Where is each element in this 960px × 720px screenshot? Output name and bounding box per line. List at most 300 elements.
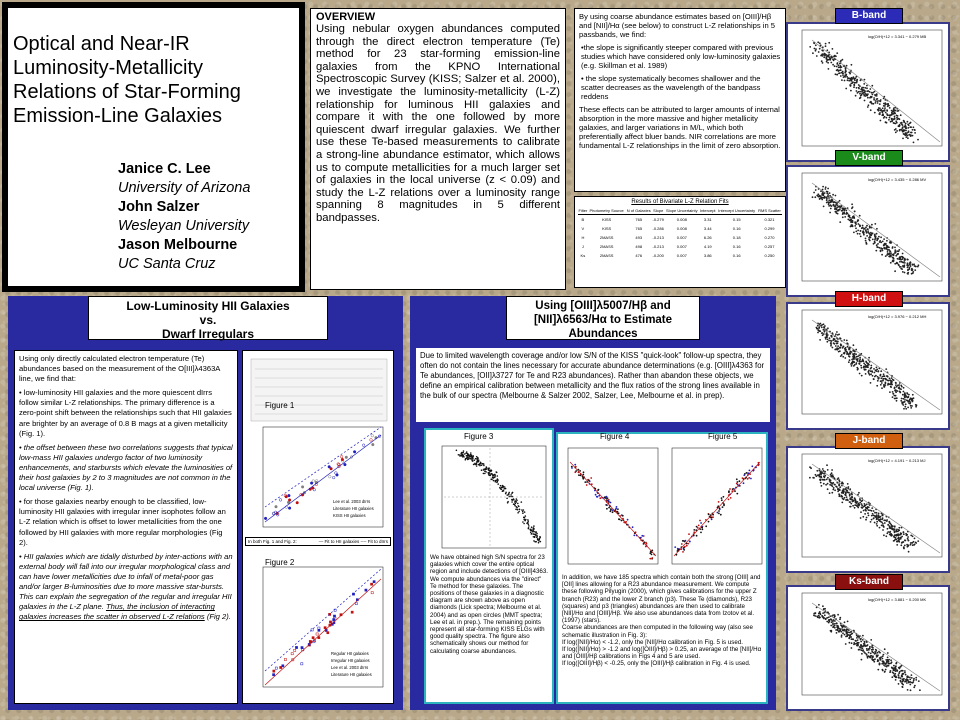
data-point — [873, 97, 875, 99]
data-point — [528, 524, 530, 526]
table-cell: 2MASS — [599, 244, 614, 249]
data-point — [859, 360, 861, 362]
data-point — [891, 118, 893, 120]
data-point — [832, 48, 834, 50]
data-point — [518, 506, 520, 508]
data-point — [824, 325, 826, 327]
data-point — [880, 377, 882, 379]
data-point — [610, 502, 612, 504]
data-point — [819, 339, 821, 341]
data-point — [849, 217, 851, 219]
data-point — [886, 245, 888, 247]
data-point — [826, 49, 828, 51]
list-item: •the slope is significantly steeper compared with previous studies which have considered only low-luminosity galaxies (e.g. Skillman et al. 1989) — [581, 43, 781, 70]
data-point — [817, 332, 819, 334]
column-header: Intercept Uncertainty — [718, 208, 756, 213]
data-point — [519, 509, 521, 511]
data-point — [825, 338, 827, 340]
data-point — [862, 89, 864, 91]
data-point — [836, 52, 838, 54]
data-point — [816, 195, 818, 197]
data-point — [898, 249, 900, 251]
data-point — [536, 536, 538, 538]
data-point — [470, 452, 472, 454]
data-point — [531, 526, 533, 528]
data-point — [893, 259, 895, 261]
data-point — [910, 407, 912, 409]
data-point — [864, 368, 866, 370]
data-point — [483, 473, 485, 475]
data-point — [875, 100, 877, 102]
data-point — [891, 382, 893, 384]
data-point — [530, 529, 532, 531]
data-point — [903, 533, 905, 535]
data-point — [813, 192, 815, 194]
data-point — [909, 264, 911, 266]
data-point — [839, 618, 841, 620]
band-scatter-plot — [788, 448, 948, 571]
author-institution: Wesleyan University — [118, 218, 250, 234]
data-point — [877, 243, 879, 245]
data-point — [301, 647, 303, 649]
figure-label: Figure 3 — [464, 432, 494, 441]
data-point — [870, 382, 872, 384]
data-point — [718, 501, 720, 503]
data-point — [487, 472, 489, 474]
data-point — [848, 638, 850, 640]
data-point — [818, 327, 820, 329]
data-point — [534, 537, 536, 539]
data-point — [855, 223, 857, 225]
data-point — [870, 365, 872, 367]
data-point — [472, 458, 474, 460]
data-point — [845, 643, 847, 645]
data-point — [880, 250, 882, 252]
data-point — [902, 684, 904, 686]
data-point — [857, 639, 859, 641]
data-point — [855, 363, 857, 365]
data-point — [906, 132, 908, 134]
data-point — [860, 644, 862, 646]
data-point — [597, 489, 599, 491]
data-point — [473, 464, 475, 466]
data-point — [842, 213, 844, 215]
data-point — [730, 497, 732, 499]
data-point — [295, 646, 297, 648]
findings-panel — [574, 8, 786, 192]
data-point — [533, 540, 535, 542]
data-point — [882, 529, 884, 531]
data-point — [855, 95, 857, 97]
data-point — [861, 367, 863, 369]
data-point — [851, 359, 853, 361]
data-point — [578, 474, 580, 476]
data-point — [860, 97, 862, 99]
data-point — [723, 503, 725, 505]
table-cell: 3.44 — [703, 226, 712, 231]
data-point — [742, 477, 744, 479]
data-point — [586, 484, 588, 486]
data-point — [886, 520, 888, 522]
overview-text: Using nebular oxygen abundances computed through the direct electron temperature (Te) method for 23 star-forming emission-line galaxies from the KPNO International Spectroscopic Survey (KISS; Salzer et al. 2000), we investigate the luminosity-metallicity (L-Z) relationship for luminous HII galaxies and compare it with the one followed by more quiescent dwarf irregular galaxies. We further use these Te-based measurements to calibrate a strong-line abundance estimator, which allows us to compute metallicities for a much larger set of galaxies in the local universe (z < 0.09) and study the L-Z relations over a luminosity range spanning 8 magnitudes in 5 different bandpasses. — [316, 23, 560, 224]
overview-heading: OVERVIEW — [316, 11, 376, 23]
data-point — [853, 84, 855, 86]
legend-entry: Literature HII galaxies — [333, 506, 374, 511]
data-point — [887, 657, 889, 659]
low-luminosity-section — [8, 296, 403, 710]
data-point — [312, 637, 314, 639]
data-point — [743, 474, 745, 476]
data-point — [340, 455, 343, 458]
data-point — [871, 371, 873, 373]
data-point — [612, 511, 614, 513]
data-point — [825, 43, 827, 45]
data-point — [537, 538, 539, 540]
data-point — [881, 382, 883, 384]
data-point — [883, 526, 885, 528]
data-point — [867, 228, 869, 230]
data-point — [910, 542, 912, 544]
data-point — [867, 644, 869, 646]
data-point — [456, 450, 458, 452]
figure-3-plot — [430, 442, 550, 552]
table-cell: B — [581, 217, 585, 222]
data-point — [883, 534, 885, 536]
data-point — [838, 631, 840, 633]
data-point — [607, 497, 609, 499]
data-point — [896, 662, 898, 664]
data-point — [830, 625, 832, 627]
data-point — [830, 482, 832, 484]
data-point — [296, 501, 299, 504]
data-point — [845, 210, 847, 212]
data-point — [459, 455, 461, 457]
data-point — [905, 134, 907, 136]
data-point — [836, 63, 838, 65]
data-point — [895, 128, 897, 130]
data-point — [907, 396, 909, 398]
data-point — [894, 116, 896, 118]
column-header: N of Galaxies — [626, 208, 651, 213]
data-point — [873, 517, 875, 519]
data-point — [905, 403, 907, 405]
data-point — [814, 48, 816, 50]
data-point — [844, 497, 846, 499]
table-cell: 4.19 — [703, 244, 712, 249]
data-point — [829, 337, 831, 339]
data-point — [826, 341, 828, 343]
data-point — [844, 357, 846, 359]
data-point — [842, 632, 844, 634]
data-point — [860, 641, 862, 643]
data-point — [840, 338, 842, 340]
data-point — [848, 349, 850, 351]
data-point — [816, 470, 818, 472]
data-point — [894, 387, 896, 389]
data-point — [876, 228, 878, 230]
data-point — [839, 347, 841, 349]
data-point — [915, 406, 917, 408]
data-point — [828, 340, 830, 342]
data-point — [855, 640, 857, 642]
data-point — [834, 615, 836, 617]
data-point — [868, 509, 870, 511]
data-point — [835, 73, 837, 75]
data-point — [886, 246, 888, 248]
data-point — [533, 525, 535, 527]
data-point — [861, 375, 863, 377]
data-point — [816, 475, 818, 477]
data-point — [539, 538, 541, 540]
data-point — [892, 257, 894, 259]
data-point — [494, 474, 496, 476]
data-point — [507, 494, 509, 496]
data-point — [903, 121, 905, 123]
data-point — [527, 519, 529, 521]
author-institution: University of Arizona — [118, 180, 251, 196]
data-point — [851, 221, 853, 223]
data-point — [854, 364, 856, 366]
data-point — [539, 536, 541, 538]
data-point — [318, 627, 320, 629]
data-point — [871, 224, 873, 226]
data-point — [913, 541, 915, 543]
data-point — [843, 489, 845, 491]
data-point — [501, 487, 503, 489]
table-cell: 0.008 — [676, 217, 687, 222]
data-point — [840, 60, 842, 62]
data-point — [896, 117, 898, 119]
data-point — [831, 472, 833, 474]
data-point — [898, 387, 900, 389]
data-point — [821, 199, 823, 201]
data-point — [897, 115, 899, 117]
data-point — [841, 625, 843, 627]
data-point — [885, 669, 887, 671]
data-point — [819, 42, 821, 44]
data-point — [854, 356, 856, 358]
data-point — [711, 519, 713, 521]
data-point — [897, 258, 899, 260]
section-heading: Low-Luminosity HII Galaxies vs. Dwarf Irregulars — [88, 296, 328, 340]
data-point — [818, 51, 820, 53]
band-scatter-plot — [788, 167, 948, 295]
data-point — [911, 132, 913, 134]
data-point — [880, 516, 882, 518]
data-point — [837, 334, 839, 336]
data-point — [852, 500, 854, 502]
data-point — [870, 521, 872, 523]
data-point — [865, 361, 867, 363]
data-point — [898, 264, 900, 266]
data-point — [867, 106, 869, 108]
data-point — [862, 648, 864, 650]
data-point — [870, 639, 872, 641]
data-point — [895, 252, 897, 254]
fit-line — [812, 464, 940, 553]
data-point — [904, 396, 906, 398]
data-point — [886, 117, 888, 119]
data-point — [894, 525, 896, 527]
data-point — [873, 378, 875, 380]
data-point — [887, 251, 889, 253]
table-cell: 476 — [635, 253, 643, 258]
data-point — [853, 86, 855, 88]
data-point — [827, 62, 829, 64]
data-point — [905, 127, 907, 129]
table-cell: 765 — [635, 226, 643, 231]
band-plot-panel — [786, 165, 950, 297]
data-point — [604, 496, 606, 498]
data-point — [865, 93, 867, 95]
data-point — [463, 456, 465, 458]
data-point — [857, 219, 859, 221]
figures-4-5-panel — [556, 432, 768, 704]
data-point — [831, 485, 833, 487]
data-point — [829, 59, 831, 61]
table-cell: H — [581, 235, 585, 240]
data-point — [870, 655, 872, 657]
data-point — [889, 391, 891, 393]
data-point — [844, 213, 846, 215]
data-point — [853, 217, 855, 219]
data-point — [909, 126, 911, 128]
data-point — [910, 405, 912, 407]
data-point — [816, 55, 818, 57]
data-point — [903, 387, 905, 389]
data-point — [908, 403, 910, 405]
data-point — [888, 256, 890, 258]
data-point — [850, 631, 852, 633]
data-point — [899, 124, 901, 126]
data-point — [884, 107, 886, 109]
fit-equation: log(O/H)+12 = 3.881 − 0.200 MK — [868, 597, 927, 602]
data-point — [865, 240, 867, 242]
data-point — [837, 491, 839, 493]
data-point — [474, 463, 476, 465]
data-point — [851, 633, 853, 635]
fit-line — [265, 427, 381, 507]
data-point — [910, 261, 912, 263]
data-point — [516, 501, 518, 503]
data-point — [877, 376, 879, 378]
data-point — [834, 489, 836, 491]
data-point — [854, 225, 856, 227]
data-point — [751, 465, 753, 467]
data-point — [850, 219, 852, 221]
data-point — [850, 503, 852, 505]
data-point — [700, 532, 702, 534]
data-point — [852, 206, 854, 208]
data-point — [855, 227, 857, 229]
data-point — [822, 468, 824, 470]
data-point — [816, 328, 818, 330]
data-point — [914, 685, 916, 687]
data-point — [874, 94, 876, 96]
data-point — [507, 502, 509, 504]
data-point — [851, 642, 853, 644]
data-point — [606, 496, 608, 498]
data-point — [492, 475, 494, 477]
data-point — [834, 484, 836, 486]
data-point — [912, 269, 914, 271]
data-point — [264, 517, 267, 520]
data-point — [487, 468, 489, 470]
data-point — [501, 489, 503, 491]
data-point — [682, 540, 684, 542]
data-point — [874, 223, 876, 225]
data-point — [854, 353, 856, 355]
data-point — [847, 346, 849, 348]
data-point — [887, 114, 889, 116]
data-point — [890, 242, 892, 244]
data-point — [887, 104, 889, 106]
author-name: Janice C. Lee — [118, 161, 211, 177]
data-point — [832, 476, 834, 478]
data-point — [528, 528, 530, 530]
data-point — [877, 371, 879, 373]
data-point — [864, 364, 866, 366]
data-point — [867, 93, 869, 95]
data-point — [860, 236, 862, 238]
fit-results-table-panel — [574, 196, 786, 288]
band-scatter-plot — [788, 24, 948, 160]
data-point — [915, 677, 917, 679]
data-point — [851, 499, 853, 501]
data-point — [523, 523, 525, 525]
data-point — [871, 649, 873, 651]
author-list — [118, 160, 250, 274]
figure-3-panel — [424, 428, 554, 704]
data-point — [868, 655, 870, 657]
data-point — [820, 482, 822, 484]
overview-panel — [310, 8, 566, 290]
data-point — [904, 401, 906, 403]
fit-line — [812, 603, 940, 691]
data-point — [851, 64, 853, 66]
data-point — [474, 459, 476, 461]
data-point — [892, 671, 894, 673]
table-cell: Ks — [580, 253, 586, 258]
data-point — [907, 269, 909, 271]
data-point — [913, 126, 915, 128]
data-point — [467, 453, 469, 455]
data-point — [291, 653, 293, 655]
list-item: • the offset between these two correlations suggests that typical low-mass HII galaxies undergo factor of two luminosity enhancements, and starbursts which elevate the luminosities of their host galaxies by 2 to 3 magnitudes are not common in the local universe (Fig. 1). — [19, 442, 233, 493]
data-point — [749, 470, 751, 472]
data-point — [914, 129, 916, 131]
data-point — [522, 512, 524, 514]
data-point — [895, 395, 897, 397]
table-cell: -0.286 — [652, 226, 664, 231]
data-point — [842, 483, 844, 485]
data-point — [899, 261, 901, 263]
data-point — [913, 142, 915, 144]
data-point — [898, 529, 900, 531]
data-point — [832, 194, 834, 196]
data-point — [867, 90, 869, 92]
data-point — [828, 616, 830, 618]
data-point — [879, 652, 881, 654]
data-point — [874, 112, 876, 114]
data-point — [521, 501, 523, 503]
data-point — [904, 272, 906, 274]
data-point — [632, 526, 634, 528]
data-point — [883, 386, 885, 388]
data-point — [838, 493, 840, 495]
data-point — [912, 264, 914, 266]
data-point — [865, 238, 867, 240]
